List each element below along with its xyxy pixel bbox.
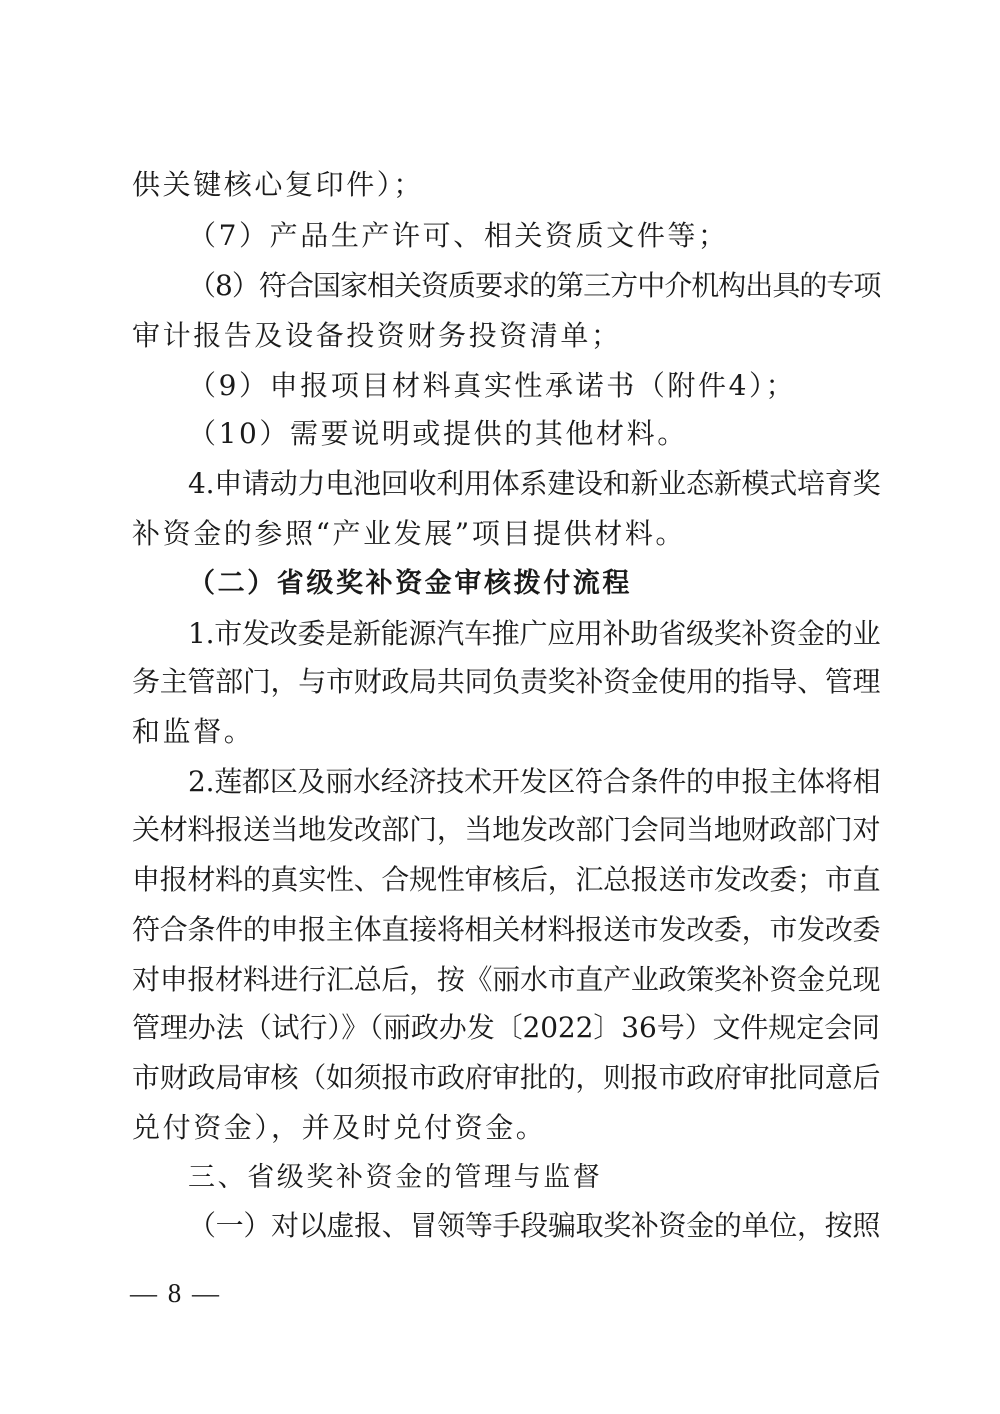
paragraph-line: 和监督。 [132, 715, 255, 748]
paragraph-line: 对申报材料进行汇总后，按《丽水市直产业政策奖补资金兑现 [132, 963, 881, 996]
paragraph-line: 兑付资金），并及时兑付资金。 [132, 1111, 547, 1144]
paragraph-line: 4.申请动力电池回收利用体系建设和新业态新模式培育奖 [188, 467, 881, 500]
paragraph-line: （8）符合国家相关资质要求的第三方中介机构出具的专项 [188, 269, 881, 302]
page-number: — 8 — [130, 1278, 221, 1308]
paragraph-line: （10）需要说明或提供的其他材料。 [188, 417, 688, 450]
paragraph-line: 市财政局审核（如须报市政府审批的，则报市政府审批同意后 [132, 1061, 881, 1094]
paragraph-line: 申报材料的真实性、合规性审核后，汇总报送市发改委；市直 [132, 863, 881, 896]
paragraph-line: （一）对以虚报、冒领等手段骗取奖补资金的单位，按照 [188, 1209, 881, 1242]
paragraph-line: 管理办法（试行）》（丽政办发〔2022〕36号）文件规定会同 [132, 1011, 880, 1044]
paragraph-line: （9）申报项目材料真实性承诺书（附件4）； [188, 369, 797, 402]
paragraph-line: 1.市发改委是新能源汽车推广应用补助省级奖补资金的业 [188, 617, 881, 650]
paragraph-line: 关材料报送当地发改部门，当地发改部门会同当地财政部门对 [132, 813, 881, 846]
chapter-heading: 三、省级奖补资金的管理与监督 [188, 1162, 603, 1193]
paragraph-line: 补资金的参照“产业发展”项目提供材料。 [132, 517, 687, 550]
section-heading: （二）省级奖补资金审核拨付流程 [188, 568, 632, 599]
paragraph-line: 供关键核心复印件）； [132, 168, 425, 201]
paragraph-line: 2.莲都区及丽水经济技术开发区符合条件的申报主体将相 [188, 765, 881, 798]
paragraph-line: 务主管部门，与市财政局共同负责奖补资金使用的指导、管理 [132, 665, 881, 698]
paragraph-line: 符合条件的申报主体直接将相关材料报送市发改委，市发改委 [132, 913, 881, 946]
paragraph-line: 审计报告及设备投资财务投资清单； [132, 319, 622, 352]
paragraph-line: （7）产品生产许可、相关资质文件等； [188, 219, 729, 252]
